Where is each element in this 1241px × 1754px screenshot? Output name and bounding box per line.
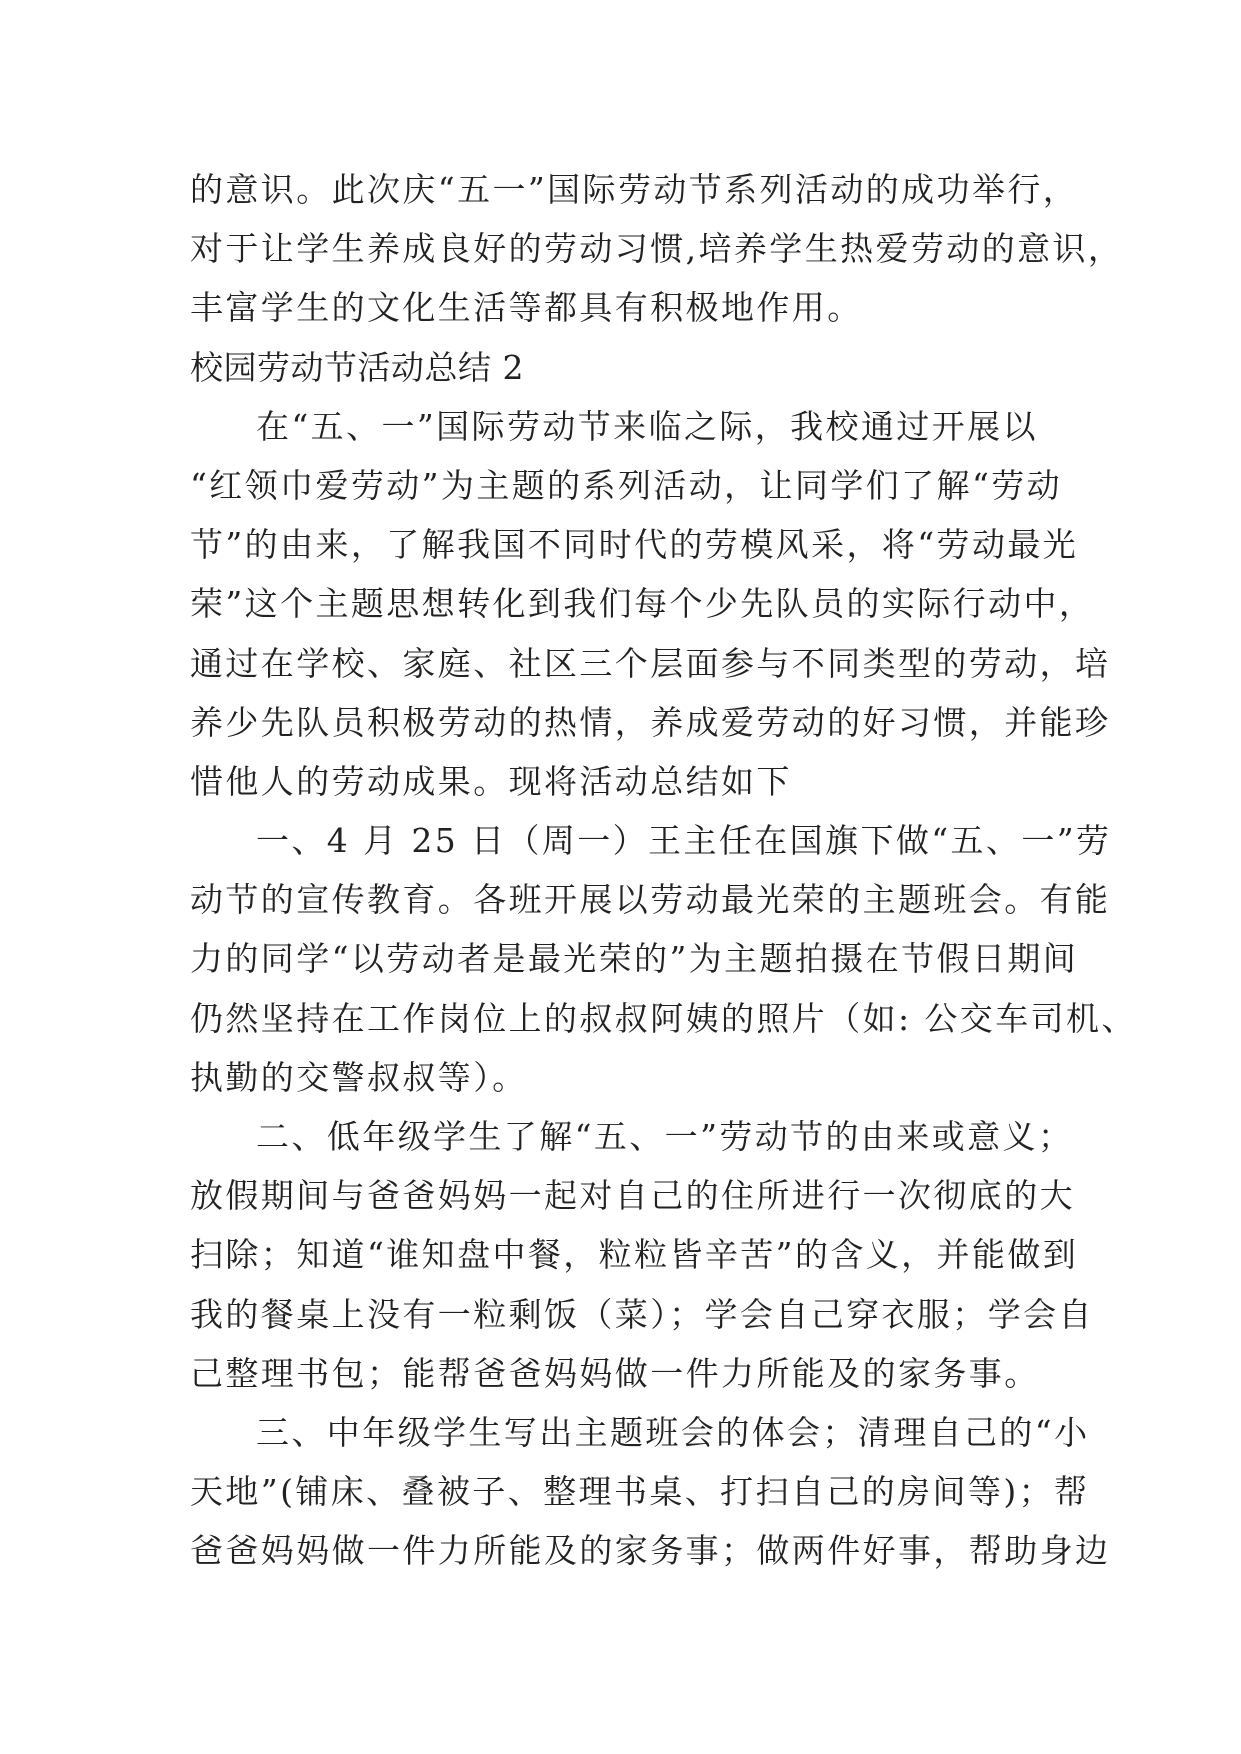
text-line: 一、4 月 25 日（周一）王主任在国旗下做“五、一”劳 <box>256 821 1112 861</box>
text-line: 扫除；知道“谁知盘中餐，粒粒皆辛苦”的含义，并能做到 <box>190 1235 1079 1275</box>
text-line: 三、中年级学生写出主题班会的体会；清理自己的“小 <box>256 1412 1090 1452</box>
text-line: 节”的由来，了解我国不同时代的劳模风采，将“劳动最光 <box>190 525 1079 565</box>
text-line: 养少先队员积极劳动的热情，养成爱劳动的好习惯，并能珍 <box>190 702 1111 742</box>
text-line: 我的餐桌上没有一粒剩饭（菜）；学会自己穿衣服；学会自 <box>190 1294 1094 1334</box>
text-line: 在“五、一”国际劳动节来临之际，我校通过开展以 <box>256 406 1038 446</box>
text-line: 荣”这个主题思想转化到我们每个少先队员的实际行动中， <box>190 584 1095 624</box>
text-line: 己整理书包；能帮爸爸妈妈做一件力所能及的家务事。 <box>190 1353 1040 1393</box>
text-line: 的意识。此次庆“五一”国际劳动节系列活动的成功举行， <box>190 170 1079 209</box>
text-line: “红领巾爱劳动”为主题的系列活动，让同学们了解“劳动 <box>190 465 1063 505</box>
text-line: 通过在学校、家庭、社区三个层面参与不同类型的劳动，培 <box>190 643 1111 683</box>
text-line: 对于让学生养成良好的劳动习惯,培养学生热爱劳动的意识， <box>190 229 1124 269</box>
text-line: 执勤的交警叔叔等）。 <box>190 1057 528 1097</box>
text-line: 惜他人的劳动成果。现将活动总结如下 <box>190 761 792 801</box>
text-line: 天地”(铺床、叠被子、整理书桌、打扫自己的房间等)；帮 <box>190 1472 1090 1512</box>
document-body <box>190 160 1137 1581</box>
text-line: 仍然坚持在工作岗位上的叔叔阿姨的照片（如: 公交车司机、 <box>190 998 1137 1038</box>
section-heading: 校园劳动节活动总结 2 <box>190 347 524 387</box>
text-line: 力的同学“以劳动者是最光荣的”为主题拍摄在节假日期间 <box>190 939 1079 979</box>
text-line: 动节的宣传教育。各班开展以劳动最光荣的主题班会。有能 <box>190 880 1111 920</box>
text-line: 二、低年级学生了解“五、一”劳动节的由来或意义； <box>256 1117 1074 1156</box>
text-line: 放假期间与爸爸妈妈一起对自己的住所进行一次彻底的大 <box>190 1176 1075 1216</box>
text-line: 丰富学生的文化生活等都具有积极地作用。 <box>190 288 863 328</box>
text-line: 爸爸妈妈做一件力所能及的家务事；做两件好事，帮助身边 <box>190 1531 1111 1571</box>
